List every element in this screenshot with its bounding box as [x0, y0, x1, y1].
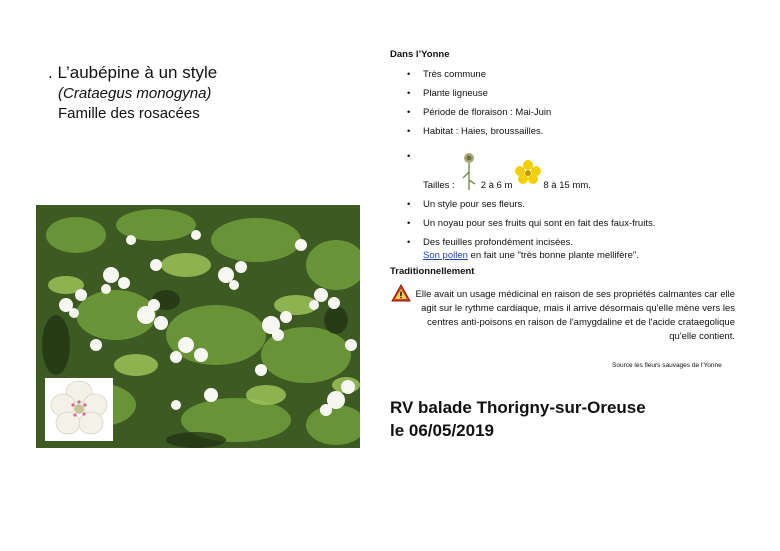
event-block	[390, 396, 646, 442]
latin-name: (Crataegus monogyna)	[58, 85, 212, 102]
list-item: • Habitat : Haies, broussailles.	[390, 125, 735, 138]
tradition-text: Elle avait un usage médicinal en raison de ses propriétés calmantes car elle agit sur le rythme cardiaque, mais il arrive désormais qu'elle mène vers les centres anti-poisons en raison de l'amygdaline et de l'acide crataegolique qu'elle contient.	[415, 289, 735, 342]
source-note: Source les fleurs sauvages de l'Yonne	[612, 362, 722, 369]
sizes-item	[390, 150, 735, 192]
page-title: . L’aubépine à un style	[48, 63, 218, 82]
flower-size-value: 8 à 15 mm.	[543, 180, 591, 191]
plant-size-value: 2 à 6 m	[480, 180, 513, 191]
list-item: • Très commune	[390, 68, 735, 81]
tradition-section	[390, 265, 735, 344]
sizes-label: • Tailles :	[423, 180, 455, 191]
facts-list	[390, 68, 735, 262]
warning-icon	[391, 284, 411, 302]
list-item: • Plante ligneuse	[390, 87, 735, 100]
list-item-leaves	[390, 236, 735, 262]
flower-size-icon	[515, 160, 541, 184]
leaves-text: Des feuilles profondément incisées.	[423, 237, 573, 248]
plant-size-icon	[457, 150, 481, 192]
pollen-text: en fait une "très bonne plante mellifère".	[467, 250, 639, 261]
list-item: • Un noyau pour ses fruits qui sont en fait des faux-fruits.	[390, 217, 735, 230]
hawthorn-flower-image	[45, 378, 113, 441]
title-block	[48, 62, 217, 124]
yonne-heading: Dans l’Yonne	[390, 49, 450, 60]
pollen-link[interactable]: Son pollen	[423, 250, 468, 261]
tradition-heading: Traditionnellement	[390, 266, 475, 277]
list-item: • Un style pour ses fleurs.	[390, 198, 735, 211]
family-name: Famille des rosacées	[58, 105, 200, 122]
event-title: RV balade Thorigny-sur-Oreuse	[390, 398, 646, 417]
info-column	[390, 48, 735, 268]
event-date: le 06/05/2019	[390, 421, 494, 440]
flower-closeup-inset	[45, 378, 113, 441]
list-item: • Période de floraison : Mai-Juin	[390, 106, 735, 119]
